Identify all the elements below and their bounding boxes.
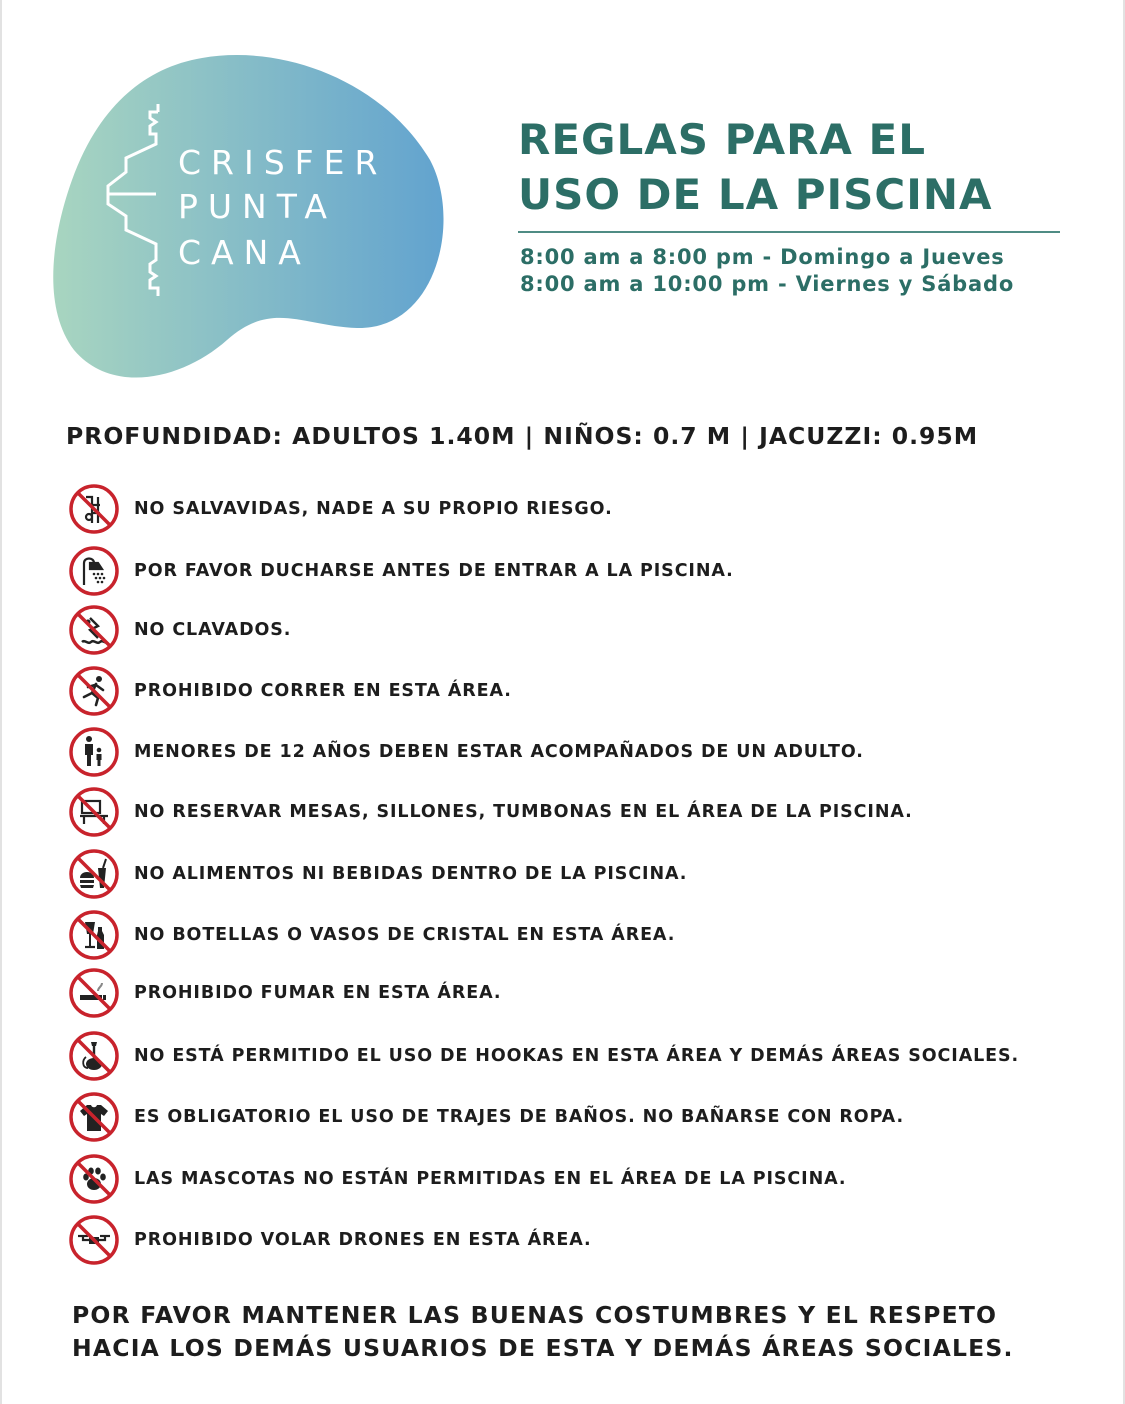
rule-item <box>68 786 1108 838</box>
title-line-1: REGLAS PARA EL <box>518 115 926 164</box>
pool-depth: PROFUNDIDAD: ADULTOS 1.40M | NIÑOS: 0.7 M | JACUZZI: 0.95M <box>66 422 979 450</box>
shower-icon <box>68 545 120 597</box>
rule-item <box>68 545 1108 597</box>
rule-text: NO ESTÁ PERMITIDO EL USO DE HOOKAS EN ESTA ÁREA Y DEMÁS ÁREAS SOCIALES. <box>134 1046 1020 1066</box>
logo-line-1: CRISFER <box>178 143 388 182</box>
rule-text: NO CLAVADOS. <box>134 620 292 640</box>
rule-text: LAS MASCOTAS NO ESTÁN PERMITIDAS EN EL ÁREA DE LA PISCINA. <box>134 1169 847 1189</box>
no-clothing-icon <box>68 1091 120 1143</box>
no-smoking-icon <box>68 967 120 1019</box>
rule-item <box>68 1091 1108 1143</box>
adult-child-icon <box>68 726 120 778</box>
pool-hours <box>520 244 1014 298</box>
footer-line-1: POR FAVOR MANTENER LAS BUENAS COSTUMBRES Y EL RESPETO <box>72 1301 998 1329</box>
no-food-drinks-icon <box>68 848 120 900</box>
no-reserved-lounger-icon <box>68 786 120 838</box>
no-drones-icon <box>68 1214 120 1266</box>
rule-item <box>68 909 1108 961</box>
no-hookah-icon <box>68 1030 120 1082</box>
rule-text: PROHIBIDO FUMAR EN ESTA ÁREA. <box>134 983 502 1003</box>
rule-item <box>68 848 1108 900</box>
rule-item <box>68 665 1108 717</box>
title-divider <box>518 231 1060 233</box>
rule-text: NO SALVAVIDAS, NADE A SU PROPIO RIESGO. <box>134 499 613 519</box>
footer-line-2: HACIA LOS DEMÁS USUARIOS DE ESTA Y DEMÁS ÁREAS SOCIALES. <box>72 1334 1014 1362</box>
no-pets-icon <box>68 1153 120 1205</box>
rule-item <box>68 604 1108 656</box>
footer-note <box>72 1299 1014 1365</box>
rule-item <box>68 1214 1108 1266</box>
rule-text: MENORES DE 12 AÑOS DEBEN ESTAR ACOMPAÑADOS DE UN ADULTO. <box>134 742 864 762</box>
rule-text: POR FAVOR DUCHARSE ANTES DE ENTRAR A LA PISCINA. <box>134 561 734 581</box>
logo-line-2: PUNTA <box>178 187 337 226</box>
rule-text: PROHIBIDO VOLAR DRONES EN ESTA ÁREA. <box>134 1230 592 1250</box>
rule-item <box>68 1030 1108 1082</box>
hours-weekend: 8:00 am a 10:00 pm - Viernes y Sábado <box>520 272 1015 296</box>
rule-item <box>68 1153 1108 1205</box>
no-diving-icon <box>68 604 120 656</box>
rule-text: NO RESERVAR MESAS, SILLONES, TUMBONAS EN EL ÁREA DE LA PISCINA. <box>134 802 913 822</box>
rule-text: NO BOTELLAS O VASOS DE CRISTAL EN ESTA ÁREA. <box>134 925 676 945</box>
no-glass-icon <box>68 909 120 961</box>
page-title <box>518 112 993 222</box>
logo <box>52 50 447 382</box>
no-running-icon <box>68 665 120 717</box>
hours-weekday: 8:00 am a 8:00 pm - Domingo a Jueves <box>520 245 1005 269</box>
title-line-2: USO DE LA PISCINA <box>518 170 993 219</box>
rule-text: NO ALIMENTOS NI BEBIDAS DENTRO DE LA PISCINA. <box>134 864 688 884</box>
logo-line-3: CANA <box>178 233 311 272</box>
rule-text: PROHIBIDO CORRER EN ESTA ÁREA. <box>134 681 512 701</box>
no-lifeguard-icon <box>68 483 120 535</box>
rule-item <box>68 726 1108 778</box>
rule-item <box>68 967 1108 1019</box>
rule-text: ES OBLIGATORIO EL USO DE TRAJES DE BAÑOS. NO BAÑARSE CON ROPA. <box>134 1107 905 1127</box>
rule-item <box>68 483 1108 535</box>
